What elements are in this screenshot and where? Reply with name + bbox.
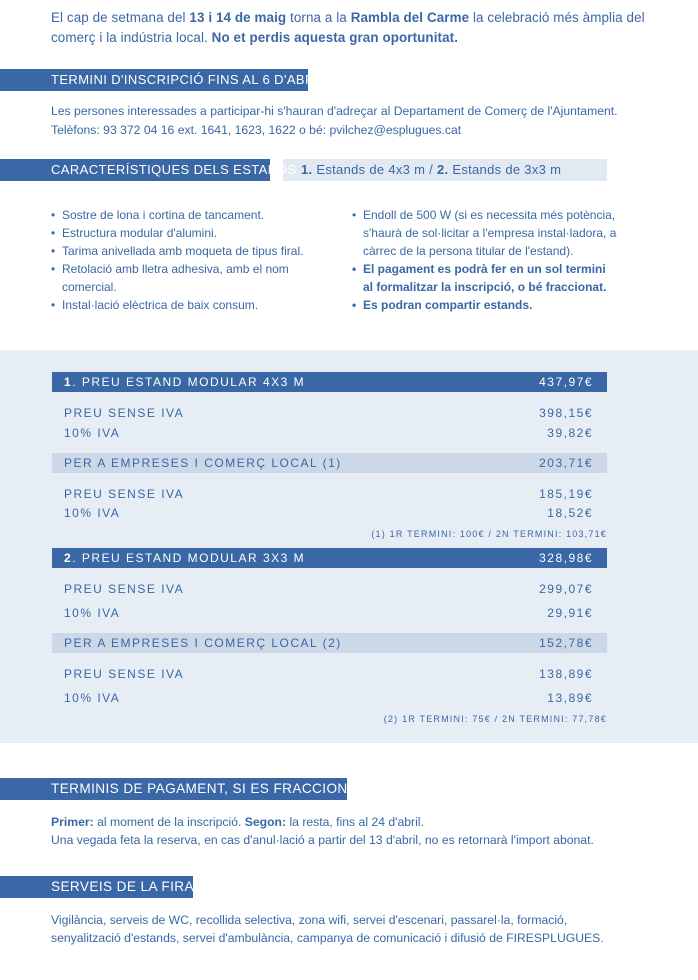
price-value: 13,89€ [547,691,593,705]
feature-item: • Sostre de lona i cortina de tancament. [51,206,326,224]
price-label: . PREU ESTAND MODULAR 3X3 M [72,551,306,565]
price-value: 437,97€ [539,375,593,389]
price-value: 39,82€ [547,426,593,440]
price-label: 10% IVA [64,426,121,440]
price-row [52,403,607,423]
price-number: 2 [64,551,73,565]
price-value: 138,89€ [539,667,593,681]
price-value: 299,07€ [539,582,593,596]
price-row [52,579,607,599]
stand-type-2-label: Estands de 3x3 m [448,162,562,177]
registration-heading: TERMINI D'INSCRIPCIÓ FINS AL 6 D'ABRIL [0,69,308,91]
price-value: 18,52€ [547,506,593,520]
price-row [52,664,607,684]
payment-second-text: la resta, fins al 24 d'abril. [286,815,424,829]
cancellation-note: Una vegada feta la reserva, en cas d'anul·lació a partir del 13 d'abril, no es retornarà l'import abonat. [51,833,594,847]
stand-types-bar [283,159,607,181]
intro-location: Rambla del Carme [350,10,470,25]
price-value: 398,15€ [539,406,593,420]
price-row [52,688,607,708]
feature-item: • Tarima anivellada amb moqueta de tipus firal. [51,242,326,260]
payment-terms [51,813,424,831]
price-label: PER A EMPRESES I COMERÇ LOCAL (1) [64,456,342,470]
intro-text: la celebració més àmplia del comerç i la indústria local. [51,10,645,45]
price-row-local-2 [52,633,607,653]
services-list: senyalització d'estands, servei d'ambulància, campanya de comunicació i difusió de FIRESPLUGUES. [51,931,604,945]
price-row-stand-2 [52,548,607,568]
intro-dates: 13 i 14 de maig [189,10,287,25]
stand-type-separator: / [425,162,437,177]
stand-type-1-label: Estands de 4x3 m [312,162,426,177]
feature-item: • Endoll de 500 W (si es necessita més potència, s'haurà de sol·licitar a l'empresa instal·ladora, a càrrec de la persona titular de l'estand). [352,206,617,260]
price-row-local-1 [52,453,607,473]
payment-first-label: Primer: [51,815,94,829]
stand-features-left [51,206,326,314]
price-label: . PREU ESTAND MODULAR 4X3 M [72,375,306,389]
price-number: 1 [64,375,73,389]
stands-heading: CARACTERÍSTIQUES DELS ESTANDS [0,159,270,181]
price-label: PREU SENSE IVA [64,487,185,501]
price-label: 10% IVA [64,606,121,620]
price-row [52,484,607,504]
payment-note: (2) 1R TERMINI: 75€ / 2N TERMINI: 77,78€ [383,714,607,724]
stand-type-1-number: 1. [301,162,313,177]
price-value: 29,91€ [547,606,593,620]
price-label: PREU SENSE IVA [64,406,185,420]
price-row [52,423,607,443]
registration-info: Les persones interessades a participar-hi s'hauran d'adreçar al Departament de Comerç de l'Ajuntament. [51,104,618,118]
price-row [52,503,607,523]
price-label: PREU SENSE IVA [64,582,185,596]
price-row-stand-1 [52,372,607,392]
feature-item: • Estructura modular d'alumini. [51,224,326,242]
price-label: PER A EMPRESES I COMERÇ LOCAL (2) [64,636,342,650]
payment-second-label: Segon: [244,815,287,829]
price-title [64,548,305,568]
payment-heading: TERMINIS DE PAGAMENT, SI ES FRACCIONA [0,778,347,800]
stand-features-right [352,206,617,314]
price-value: 328,98€ [539,551,593,565]
feature-item: • Retolació amb lletra adhesiva, amb el nom comercial. [51,260,326,296]
price-row [52,603,607,623]
payment-note: (1) 1R TERMINI: 100€ / 2N TERMINI: 103,71€ [371,529,607,539]
price-label: PREU SENSE IVA [64,667,185,681]
price-title [64,372,305,392]
feature-item: • El pagament es podrà fer en un sol termini al formalitzar la inscripció, o bé fraccionat. [352,260,617,296]
stand-types [301,159,561,181]
intro-text: El cap de setmana del [51,10,190,25]
price-value: 152,78€ [539,636,593,650]
services-list: Vigilància, serveis de WC, recollida selectiva, zona wifi, servei d'escenari, passarel·la, formació, [51,913,568,927]
price-value: 185,19€ [539,487,593,501]
registration-contact: Telèfons: 93 372 04 16 ext. 1641, 1623, 1622 o bé: pvilchez@esplugues.cat [51,123,462,137]
services-heading: SERVEIS DE LA FIRA [0,876,193,898]
intro-text: torna a la [286,10,351,25]
intro-callout: No et perdis aquesta gran oportunitat. [211,30,459,45]
feature-item: • Es podran compartir estands. [352,296,617,314]
payment-first-text: al moment de la inscripció. [93,815,245,829]
price-label: 10% IVA [64,506,121,520]
stand-type-2-number: 2. [436,162,449,177]
feature-item: • Instal·lació elèctrica de baix consum. [51,296,326,314]
price-label: 10% IVA [64,691,121,705]
price-value: 203,71€ [539,456,593,470]
intro-paragraph [51,8,651,48]
